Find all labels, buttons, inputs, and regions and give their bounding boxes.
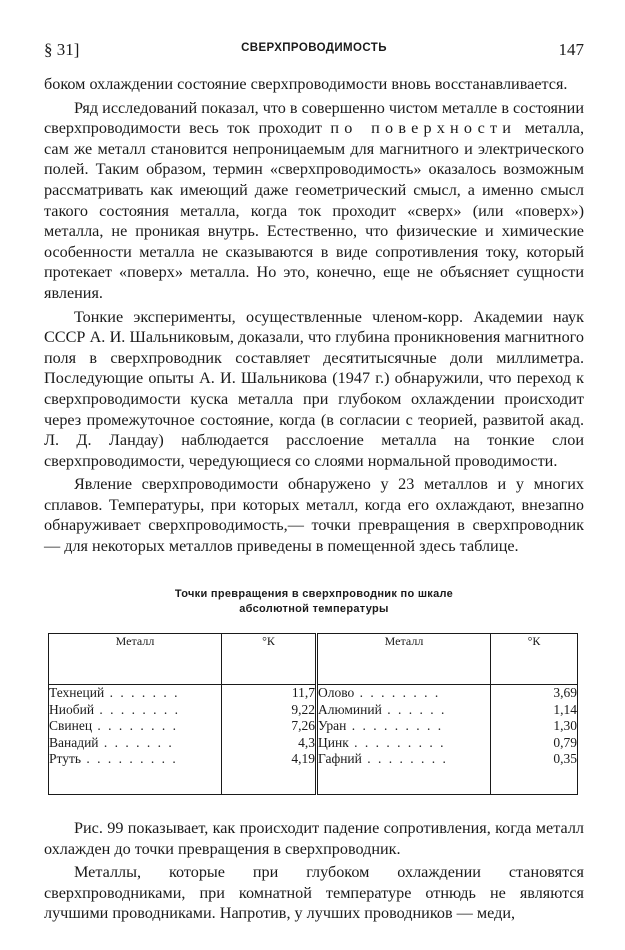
metal-name: Ртуть . . . . . . . . .	[49, 751, 178, 767]
caption-line: Точки превращения в сверхпроводник по шкале	[174, 588, 454, 600]
paragraph-continuation: боком охлаждении состояние сверхпроводимости вновь восстанавливается.	[44, 75, 568, 93]
header-metal: Металл	[317, 634, 491, 685]
paragraph-experiments: Тонкие эксперименты, осуществленные членом-корр. Академии наук СССР А. И. Шальниковым, доказали, что глубина проникновения магнитного поля в сверхпроводник составляет десятитысячные доли миллиметра. Последующие опыты А. И. Шальникова (1947 г.) обнаружили, что переход к сверхпроводимости куска металла при глубоком охлаждении происходит через промежуточное состояние, когда (в согласии с теорией, развитой акад. Л. Д. Ландау) наблюдается расслоение металла на тонкие слои сверхпроводимости, чередующиеся со слоями нормальной проводимости.	[44, 307, 584, 470]
kelvin-value: 1,14	[553, 701, 577, 717]
metal-name: Гафний . . . . . . . .	[318, 751, 448, 767]
transition-temperature-table	[48, 633, 578, 795]
kelvin-value: 9,22	[291, 701, 315, 717]
kelvin-value: 0,79	[553, 734, 577, 750]
paragraph-transition-points: Явление сверхпроводимости обнаружено у 23 металлов и у многих сплавов. Температуры, при которых металл, когда его охлаждают, внезапно обнаруживает сверхпроводимость,— точки превращения в сверхпроводник — для некоторых металлов приведены в помещенной здесь таблице.	[44, 475, 584, 556]
left-kelvin-values	[222, 685, 317, 795]
table-caption	[44, 587, 584, 617]
running-header	[44, 40, 584, 62]
metal-name: Ниобий . . . . . . . .	[49, 701, 181, 717]
kelvin-value: 0,35	[553, 751, 577, 767]
table-header-row	[49, 634, 578, 685]
kelvin-value: 3,69	[553, 685, 577, 700]
emphasized-text: по поверхности	[330, 119, 517, 138]
kelvin-value: 4,3	[298, 734, 315, 750]
kelvin-value: 4,19	[291, 751, 315, 767]
body-text-bottom	[44, 818, 584, 924]
metal-name: Технеций . . . . . . .	[49, 685, 180, 700]
header-kelvin: °К	[222, 634, 317, 685]
paragraph-text: Ряд исследований показал, что в совершенно чистом металле в состоянии сверхпроводимости весь ток проходит	[44, 98, 584, 138]
left-metals	[49, 685, 222, 795]
paragraph-best-conductors: Металлы, которые при глубоком охлаждении становятся сверхпроводниками, при комнатной температуре отнюдь не являются лучшими проводниками. Напротив, у лучших проводников — меди,	[44, 863, 584, 923]
body-text-top	[44, 74, 584, 557]
paragraph-surface-current	[44, 98, 584, 304]
metal-name: Уран . . . . . . . . .	[318, 718, 444, 734]
metal-name: Свинец . . . . . . . .	[49, 718, 179, 734]
section-number: § 31]	[44, 40, 80, 59]
caption-line: абсолютной температуры	[239, 603, 389, 615]
right-kelvin-values	[491, 685, 578, 795]
kelvin-value: 11,7	[291, 685, 315, 700]
metal-name: Олово . . . . . . . .	[318, 685, 441, 700]
kelvin-value: 7,26	[291, 718, 315, 734]
page-number: 147	[558, 40, 584, 59]
right-metals	[317, 685, 491, 795]
paragraph-text: металла, сам же металл становится непроницаемым для магнитного и электрического полей. Таким образом, термин «сверхпроводимость» оказалось возможным рассматривать как имеющий даже геометрический смысл, а именно смысл такого состояния металла, когда ток проходит «сверх» (или «поверх») металла, не проникая внутрь. Естественно, что физические и химические особенности металла не сказываются в виде сопротивления току, который протекает «поверх» металла. Но это, конечно, еще не объясняет сущности явления.	[44, 119, 584, 302]
metal-name: Ванадий . . . . . . .	[49, 734, 174, 750]
paragraph-figure-reference: Рис. 99 показывает, как происходит падение сопротивления, когда металл охлажден до точки превращения в сверхпроводник.	[44, 819, 584, 858]
metal-name: Цинк . . . . . . . . .	[318, 734, 446, 750]
kelvin-value: 1,30	[553, 718, 577, 734]
header-metal: Металл	[49, 634, 222, 685]
header-kelvin: °К	[491, 634, 578, 685]
metal-name: Алюминий . . . . . .	[318, 701, 447, 717]
table-body	[49, 685, 578, 795]
chapter-title: СВЕРХПРОВОДИМОСТЬ	[241, 42, 387, 54]
